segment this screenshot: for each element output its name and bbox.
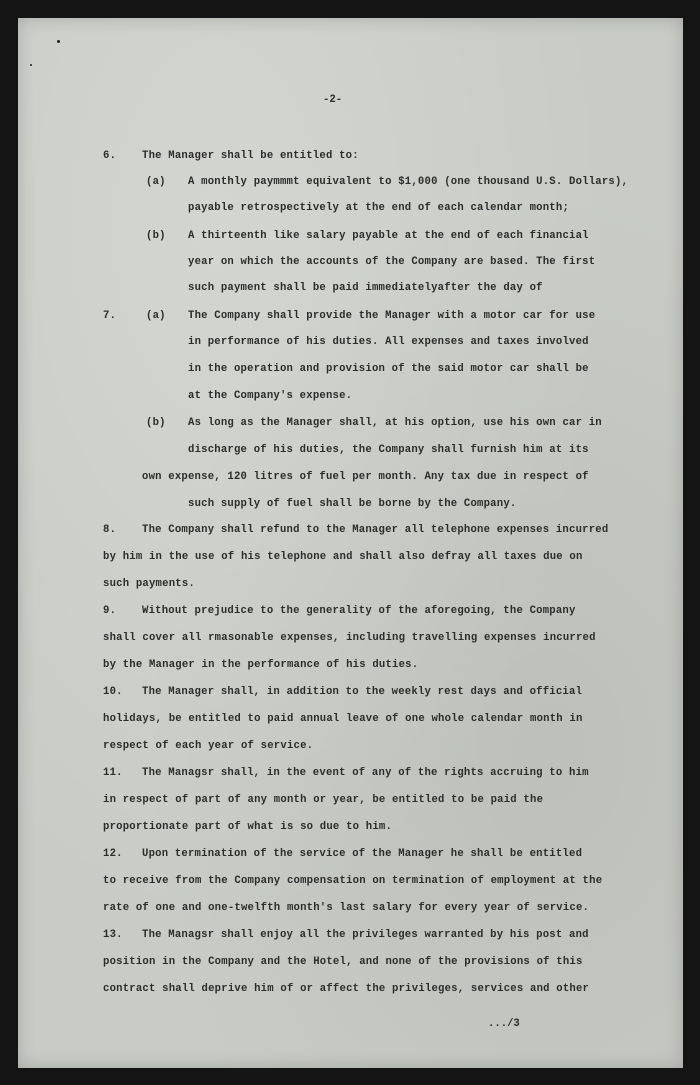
clause-line: in the operation and provision of the said motor car shall be bbox=[188, 363, 589, 375]
clause-number: 6. bbox=[103, 150, 117, 162]
clause-line: own expense, 120 litres of fuel per month. Any tax due in respect of bbox=[142, 471, 589, 483]
clause-line: The Company shall refund to the Manager all telephone expenses incurred bbox=[142, 524, 609, 536]
clause-line: position in the Company and the Hotel, and none of the provisions of this bbox=[103, 956, 583, 968]
clause-line: As long as the Manager shall, at his option, use his own car in bbox=[188, 417, 602, 429]
clause-line: year on which the accounts of the Company are based. The first bbox=[188, 256, 596, 268]
clause-line: holidays, be entitled to paid annual leave of one whole calendar month in bbox=[103, 713, 583, 725]
ink-speck bbox=[57, 40, 60, 43]
subclause-label: (b) bbox=[146, 230, 166, 242]
clause-line: The Manager shall, in addition to the weekly rest days and official bbox=[142, 686, 583, 698]
clause-line: Without prejudice to the generality of the aforegoing, the Company bbox=[142, 605, 576, 617]
clause-line: at the Company's expense. bbox=[188, 390, 353, 402]
clause-number: 10. bbox=[103, 686, 123, 698]
clause-line: A monthly paymmmt equivalent to $1,000 (one thousand U.S. Dollars), bbox=[188, 176, 629, 188]
clause-number: 12. bbox=[103, 848, 123, 860]
document-page bbox=[18, 18, 683, 1068]
ink-speck bbox=[30, 64, 32, 66]
clause-line: discharge of his duties, the Company shall furnish him at its bbox=[188, 444, 589, 456]
clause-line: to receive from the Company compensation on termination of employment at the bbox=[103, 875, 603, 887]
clause-line: shall cover all rmasonable expenses, including travelling expenses incurred bbox=[103, 632, 596, 644]
subclause-label: (b) bbox=[146, 417, 166, 429]
clause-line: by the Manager in the performance of his duties. bbox=[103, 659, 419, 671]
clause-line: respect of each year of service. bbox=[103, 740, 314, 752]
clause-line: rate of one and one-twelfth month's last salary for every year of service. bbox=[103, 902, 590, 914]
clause-line: in performance of his duties. All expenses and taxes involved bbox=[188, 336, 589, 348]
subclause-label: (a) bbox=[146, 176, 166, 188]
continuation-marker: .../3 bbox=[488, 1018, 520, 1030]
clause-line: by him in the use of his telephone and shall also defray all taxes due on bbox=[103, 551, 583, 563]
clause-line: payable retrospectively at the end of each calendar month; bbox=[188, 202, 570, 214]
clause-number: 9. bbox=[103, 605, 117, 617]
clause-line: The Manager shall be entitled to: bbox=[142, 150, 359, 162]
clause-line: The Company shall provide the Manager with a motor car for use bbox=[188, 310, 596, 322]
clause-line: The Managsr shall, in the event of any of the rights accruing to him bbox=[142, 767, 589, 779]
page-number: -2- bbox=[323, 94, 343, 106]
clause-line: such payments. bbox=[103, 578, 195, 590]
clause-line: Upon termination of the service of the Manager he shall be entitled bbox=[142, 848, 583, 860]
clause-line: such supply of fuel shall be borne by the Company. bbox=[188, 498, 517, 510]
clause-line: A thirteenth like salary payable at the end of each financial bbox=[188, 230, 589, 242]
clause-line: such payment shall be paid immediatelyafter the day of bbox=[188, 282, 543, 294]
subclause-label: (a) bbox=[146, 310, 166, 322]
clause-line: proportionate part of what is so due to him. bbox=[103, 821, 393, 833]
clause-number: 8. bbox=[103, 524, 117, 536]
clause-line: in respect of part of any month or year, be entitled to be paid the bbox=[103, 794, 544, 806]
clause-number: 11. bbox=[103, 767, 123, 779]
clause-line: contract shall deprive him of or affect the privileges, services and other bbox=[103, 983, 590, 995]
clause-number: 13. bbox=[103, 929, 123, 941]
clause-line: The Managsr shall enjoy all the privileges warranted by his post and bbox=[142, 929, 589, 941]
clause-number: 7. bbox=[103, 310, 117, 322]
